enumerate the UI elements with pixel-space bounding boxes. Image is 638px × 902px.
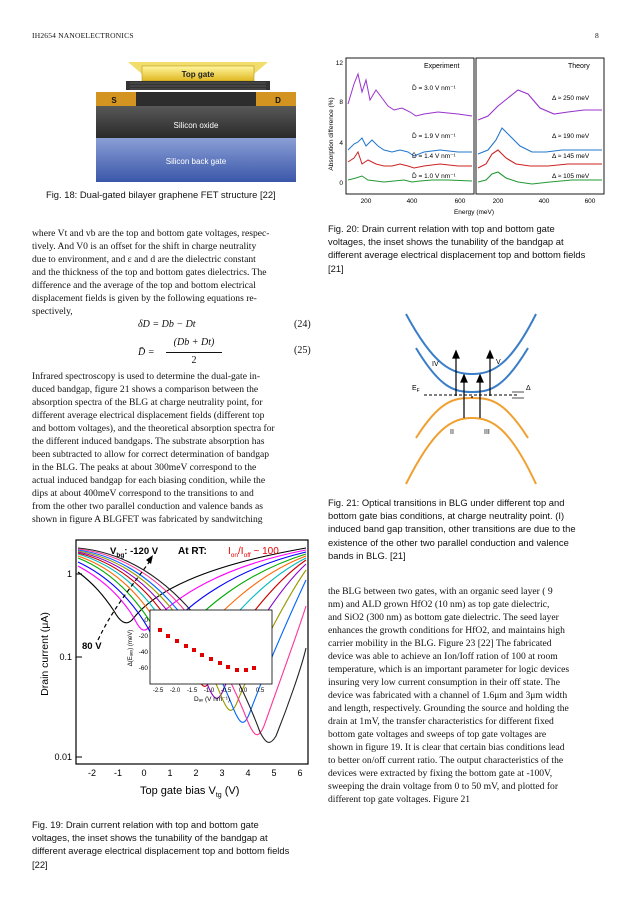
fig20-theory-title: Theory bbox=[568, 63, 590, 70]
fig20-delta-label: Δ ≈ 190 meV bbox=[552, 133, 590, 140]
text-line: nm) and ALD grown HfO2 (10 nm) as top gate dielectric, bbox=[328, 599, 550, 610]
fig19-xtick: 6 bbox=[297, 768, 303, 778]
running-header: IH2654 NANOELECTRONICS bbox=[32, 31, 134, 40]
fig21-label-iv: IV bbox=[432, 361, 439, 368]
fig20-xtick: 600 bbox=[454, 198, 466, 205]
fig19-xtick: 2 bbox=[193, 768, 199, 778]
fig21-label-ii: II bbox=[450, 429, 454, 436]
equation-25-fraction-bar bbox=[166, 352, 222, 353]
fig18-oxide-label: Silicon oxide bbox=[173, 121, 219, 130]
text-line: bottom gate voltages and sweeps of top gate voltages are bbox=[328, 729, 547, 740]
caption-line: Fig. 21: Optical transitions in BLG under different top and bbox=[328, 497, 565, 508]
caption-line: [21] bbox=[328, 262, 344, 274]
text-line: displacement fields is given by the following equations re- bbox=[32, 293, 257, 304]
fig20-ytick: 0 bbox=[339, 180, 343, 187]
fig19-ytick: 0.01 bbox=[54, 752, 72, 762]
figure-21-band-diagram bbox=[394, 308, 544, 490]
text-line: where Vt and vb are the top and bottom gate voltages, respec- bbox=[32, 228, 270, 239]
fig21-label-iii: III bbox=[484, 429, 490, 436]
inset-y-label: Δ(Eₐₑₓ) (meV) bbox=[128, 629, 134, 667]
fig19-y-axis-label: Drain current (μA) bbox=[39, 612, 51, 696]
fig19-xtick: 1 bbox=[167, 768, 173, 778]
fig18-back-gate-label: Silicon back gate bbox=[165, 157, 227, 166]
equation-25-denominator: 2 bbox=[191, 355, 197, 366]
text-line: dips at about 400meV correspond to the transitions to and bbox=[32, 488, 254, 499]
caption-line: different average electrical displacement top and bottom fields bbox=[328, 249, 586, 261]
text-line: difference and the average of the top and bottom electrical bbox=[32, 280, 256, 291]
fig20-y-axis-label: Absorption difference (%) bbox=[328, 97, 335, 171]
fig18-source-label: S bbox=[111, 96, 117, 105]
fig20-dbar-label: D̄ = 1.0 V nm⁻¹ bbox=[412, 173, 456, 180]
inset-ytick: -40 bbox=[138, 649, 148, 656]
text-line: different top gate voltages. Figure 21 bbox=[328, 794, 471, 805]
text-line: spectively, bbox=[32, 306, 73, 317]
text-line: and the thickness of the top and bottom gates dielectrics. The bbox=[32, 267, 267, 278]
inset-xtick: -0.5 bbox=[220, 688, 232, 694]
fig19-x-axis-label: Top gate bias $V_{tg}$ (V) bbox=[140, 785, 240, 799]
fig19-ytick: 1 bbox=[66, 569, 72, 579]
caption-line: voltages, the inset shows the tunability of the bandgap at bbox=[32, 832, 268, 844]
fig20-dbar-label: D̄ = 1.4 V nm⁻¹ bbox=[412, 153, 456, 160]
figure-19-caption bbox=[32, 818, 310, 871]
inset-x-label: Dₐᵥ (V nm⁻¹) bbox=[193, 696, 231, 703]
fig20-delta-label: Δ ≈ 250 meV bbox=[552, 95, 590, 102]
fig20-xtick: 400 bbox=[406, 198, 418, 205]
text-line: absorption spectra of the BLG at charge neutrality point, for bbox=[32, 397, 263, 408]
text-line: due to environment, and ε and d are the dielectric constant bbox=[32, 254, 256, 265]
caption-line: Fig. 19: Drain current relation with top and bottom gate bbox=[32, 819, 259, 830]
page-number: 8 bbox=[595, 31, 599, 40]
text-line: in the BLG. The peaks at about 300meV correspond to the bbox=[32, 462, 257, 473]
text-line: temperature, which is an important parameter for logic devices bbox=[328, 664, 570, 675]
caption-line: voltages, the inset shows the tunability of the bandgap at bbox=[328, 236, 564, 248]
fig20-xtick: 600 bbox=[584, 198, 596, 205]
figure-18-caption: Fig. 18: Dual-gated bilayer graphene FET structure [22] bbox=[46, 189, 276, 200]
text-line: tively. And V0 is an offset for the shift in charge neutrality bbox=[32, 241, 257, 252]
fig19-xtick: 3 bbox=[219, 768, 225, 778]
fig20-dbar-label: D̄ = 1.9 V nm⁻¹ bbox=[412, 133, 456, 140]
fig19-xtick: -1 bbox=[113, 768, 123, 778]
figure-21-caption bbox=[328, 496, 606, 562]
fig21-label-v: V bbox=[496, 359, 501, 366]
text-line: shown in figure 19. It is clear that certain bias conditions lead bbox=[328, 742, 565, 753]
caption-line: [22] bbox=[32, 858, 48, 870]
figure-20-caption bbox=[328, 222, 606, 275]
equation-25-lhs: D̄ = bbox=[138, 347, 155, 358]
text-line: different average electrical displacement fields (different top bbox=[32, 410, 265, 421]
fig19-on-off-ratio: $I_{on}/I_{off}$ ~ 100 bbox=[228, 546, 279, 559]
fig20-xtick: 200 bbox=[360, 198, 372, 205]
equation-24-number: (24) bbox=[294, 319, 311, 330]
caption-line: induced band gap transition, other transitions are due to the bbox=[328, 523, 576, 535]
figure-18-device-image bbox=[96, 56, 296, 188]
caption-line: different average electrical displacement top and bottom fields bbox=[32, 845, 290, 857]
text-line: Infrared spectroscopy is used to determine the dual-gate in- bbox=[32, 371, 261, 382]
fig19-80v-label: 80 V bbox=[82, 641, 102, 652]
inset-xtick: 0.0 bbox=[238, 688, 248, 694]
equation-24: δD = Db − Dt bbox=[138, 319, 196, 330]
text-line: shown in figure A BLGFET was fabricated by sandwitching bbox=[32, 514, 263, 525]
fig20-ytick: 4 bbox=[339, 140, 343, 147]
fig20-delta-label: Δ ≈ 105 meV bbox=[552, 173, 590, 180]
caption-line: Fig. 20: Drain current relation with top and bottom gate bbox=[328, 223, 555, 234]
text-line: sweeping the drain voltage from 0 to 50 mV, and plotted for bbox=[328, 781, 559, 792]
fig20-delta-label: Δ ≈ 145 meV bbox=[552, 153, 590, 160]
fig18-top-gate-label: Top gate bbox=[181, 70, 215, 79]
caption-line: bands in BLG. [21] bbox=[328, 549, 406, 561]
text-line: device was able to achieve an Ion/Ioff ration of 100 at room bbox=[328, 651, 558, 662]
text-line: and length, respectively. Grounding the source and holding the bbox=[328, 703, 569, 714]
text-line: duced bandgap, figure 21 shows a comparison between the bbox=[32, 384, 259, 395]
inset-xtick: -2.0 bbox=[169, 688, 181, 694]
text-line: carrier mobility in the BLG. Figure 23 [22] The fabricated bbox=[328, 638, 552, 649]
text-line: devices were extracted by fixing the bottom gate at -100V, bbox=[328, 768, 553, 779]
caption-line: existence of the other two parallel conduction and valence bbox=[328, 536, 569, 548]
fig20-xtick: 400 bbox=[538, 198, 550, 205]
text-line: the BLG between two gates, with an organic seed layer ( 9 bbox=[328, 586, 553, 597]
text-line: the different induced bandgaps. The substrate absorption has bbox=[32, 436, 265, 447]
inset-xtick: 0.5 bbox=[255, 688, 265, 694]
fig19-ytick: 0.1 bbox=[59, 652, 72, 662]
fig20-x-axis-label: Energy (meV) bbox=[453, 209, 495, 216]
text-line: drain at 1mV, the transfer characteristics for different fixed bbox=[328, 716, 554, 727]
inset-xtick: -2.5 bbox=[152, 688, 164, 694]
fig19-xtick: 4 bbox=[245, 768, 251, 778]
text-line: from the other two parallel conduction and valence bands as bbox=[32, 501, 263, 512]
equation-25-numerator: (Db + Dt) bbox=[173, 337, 215, 348]
text-line: device was fabricated with a channel of 1.6μm and 3μm width bbox=[328, 690, 568, 701]
text-line: insuring very low current consumption in their off state. The bbox=[328, 677, 560, 688]
paragraph-displacement-fields bbox=[32, 227, 310, 318]
figure-20-spectra bbox=[328, 54, 606, 218]
figure-19-plot bbox=[34, 536, 314, 806]
fig20-ytick: 12 bbox=[335, 60, 343, 67]
fig19-xtick: 0 bbox=[141, 768, 147, 778]
inset-xtick: -1.5 bbox=[186, 688, 198, 694]
fig21-delta-label: Δ bbox=[526, 385, 531, 392]
inset-ytick: -60 bbox=[138, 665, 148, 672]
paragraph-infrared-spectroscopy bbox=[32, 370, 310, 526]
fig20-dbar-label: D̄ = 3.0 V nm⁻¹ bbox=[412, 85, 456, 92]
fig18-drain-label: D bbox=[275, 96, 281, 105]
fig19-at-rt-label: At RT: bbox=[178, 546, 207, 557]
text-line: and bottom voltages), and the theoretical absorption spectra for bbox=[32, 423, 275, 434]
inset-ytick: -20 bbox=[138, 633, 148, 640]
fig19-xtick: 5 bbox=[271, 768, 277, 778]
fig20-xtick: 200 bbox=[492, 198, 504, 205]
inset-ytick: 0 bbox=[144, 617, 148, 624]
text-line: enhances the growth conditions for HfO2, and maintains high bbox=[328, 625, 565, 636]
text-line: and SiO2 (300 nm) as bottom gate dielectric. The seed layer bbox=[328, 612, 559, 623]
paragraph-blgfet-fabrication bbox=[328, 585, 606, 806]
caption-line: bottom gate bias conditions, at charge neutrality point. (I) bbox=[328, 510, 565, 522]
fig21-ef-label: $E_F$ bbox=[412, 385, 420, 394]
inset-xtick: -1.0 bbox=[203, 688, 215, 694]
fig20-ytick: 8 bbox=[339, 99, 343, 106]
text-line: actual induced bandgap for each biasing condition, while the bbox=[32, 475, 266, 486]
fig19-vbg-label: $V_{bg}$: -120 V bbox=[110, 546, 159, 559]
fig20-experiment-title: Experiment bbox=[424, 63, 460, 70]
text-line: been subtracted to allow for correct determination of bandgap bbox=[32, 449, 270, 460]
fig19-xtick: -2 bbox=[87, 768, 97, 778]
text-line: to better on/off current ratio. The output characteristics of the bbox=[328, 755, 564, 766]
equation-25-number: (25) bbox=[294, 345, 311, 356]
